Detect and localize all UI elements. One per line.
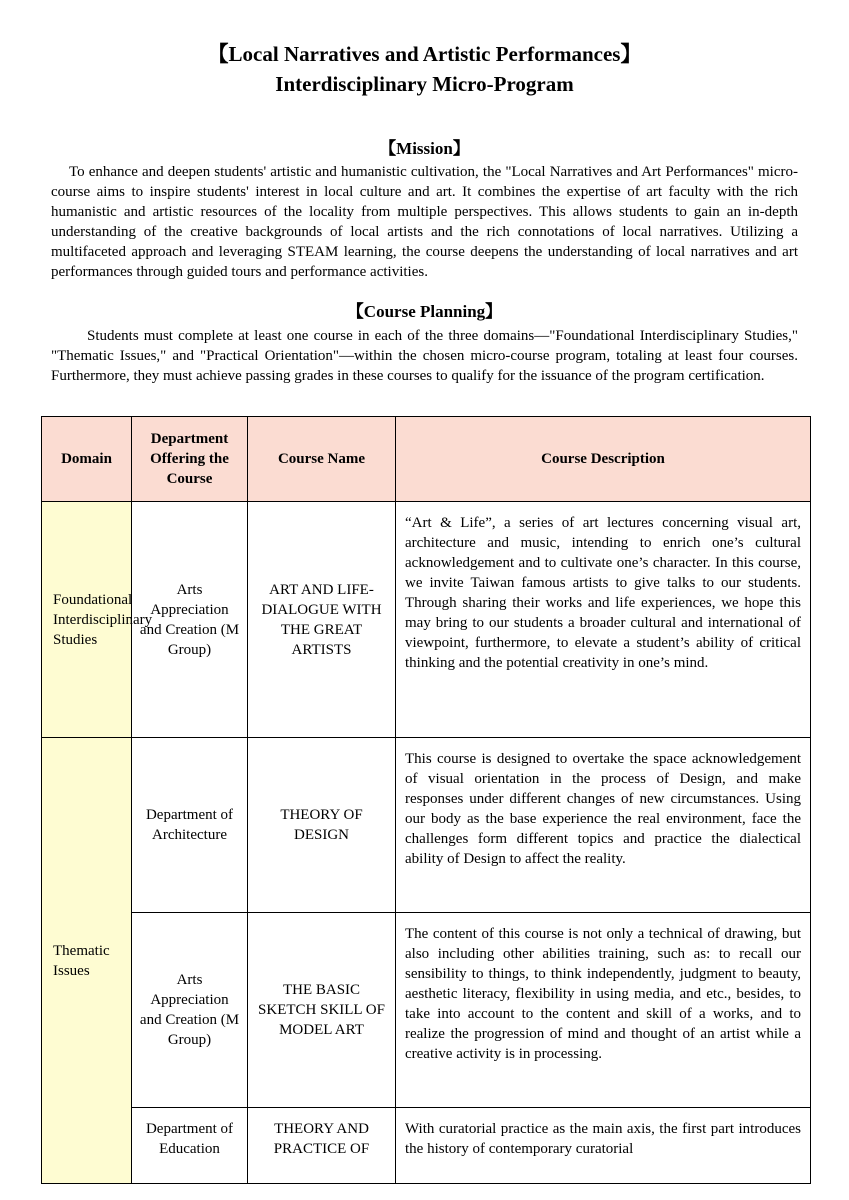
course-description-cell: This course is designed to overtake the space acknowledgement of visual orientation in the process of Design, and make responses under different changes of new circumstances. Using our body as the base experience the real environment, face the challenges form different topics and practice the dialectical ability of Design to affect the reality. [396,738,811,913]
course-description-cell [396,1108,811,1184]
header-course-description: Course Description [396,417,811,502]
course-description-cell: “Art & Life”, a series of art lectures concerning visual art, architecture and music, intending to enrich one’s cultural acknowledgement and to cultivate one’s character. In this course, we invite Taiwan famous artists to give talks to our students. Through sharing their works and life experiences, we hope this may bring to our students a broader cultural and international of viewpoint, furthermore, to elevate a student’s ability of critical thinking and the potential creativity in one’s mind. [396,502,811,738]
course-name-cell: THE BASIC SKETCH SKILL OF MODEL ART [248,913,396,1108]
domain-cell: Thematic Issues [42,738,132,1184]
course-description-text: With curatorial practice as the main axis, the first part introduces the history of contemporary curatorial [405,1121,801,1157]
header-course-name: Course Name [248,417,396,502]
course-table [41,416,811,1184]
mission-heading: 【Mission】 [379,139,470,158]
mission-paragraph: To enhance and deepen students' artistic and humanistic cultivation, the "Local Narratives and Art Performances" micro-course aims to inspire students' interest in local culture and art. It combines the expertise of art faculty with the rich humanistic and artistic resources of the locality from multiple perspectives. This allows students to gain an in-depth understanding of the creative backgrounds of local artists and the rich connotations of local narratives. Utilizing a multifaceted approach and leveraging STEAM learning, the course deepens the understanding of local narratives and art performances through guided tours and performance activities. [51,164,798,280]
course-name-text: THEORY AND PRACTICE OF [273,1121,370,1157]
table-row [42,502,811,738]
department-cell: Department of Architecture [132,738,248,913]
table-row [42,1108,811,1184]
department-text: Department of Education [145,1121,234,1157]
table-row [42,913,811,1108]
department-cell: Arts Appreciation and Creation (M Group) [132,913,248,1108]
table-header-row [42,417,811,502]
course-description-cell: The content of this course is not only a technical of drawing, but also including other abilities training, such as: to recall our sensibility to things, to think independently, judgment to beauty, aesthetic literacy, flexibility in using media, and etc., besides, to take into account to the content and skill of a works, and to realize the progression of mind and thought of an artist while a creative activity is in processing. [396,913,811,1108]
domain-cell: Foundational Interdisciplinary Studies [42,502,132,738]
document-title: 【Local Narratives and Artistic Performances】 [207,42,642,66]
table-row [42,738,811,913]
course-name-cell: THEORY OF DESIGN [248,738,396,913]
header-domain: Domain [42,417,132,502]
course-planning-heading: 【Course Planning】 [346,302,503,321]
course-name-cell [248,1108,396,1184]
department-cell: Arts Appreciation and Creation (M Group) [132,502,248,738]
course-name-cell: ART AND LIFE-DIALOGUE WITH THE GREAT ARTISTS [248,502,396,738]
document-subtitle: Interdisciplinary Micro-Program [275,72,574,96]
header-department: Department Offering the Course [132,417,248,502]
course-planning-paragraph: Students must complete at least one course in each of the three domains—"Foundational Interdisciplinary Studies," "Thematic Issues," and "Practical Orientation"—within the chosen micro-course program, totaling at least four courses. Furthermore, they must achieve passing grades in these courses to qualify for the issuance of the program certification. [51,328,798,384]
department-cell [132,1108,248,1184]
